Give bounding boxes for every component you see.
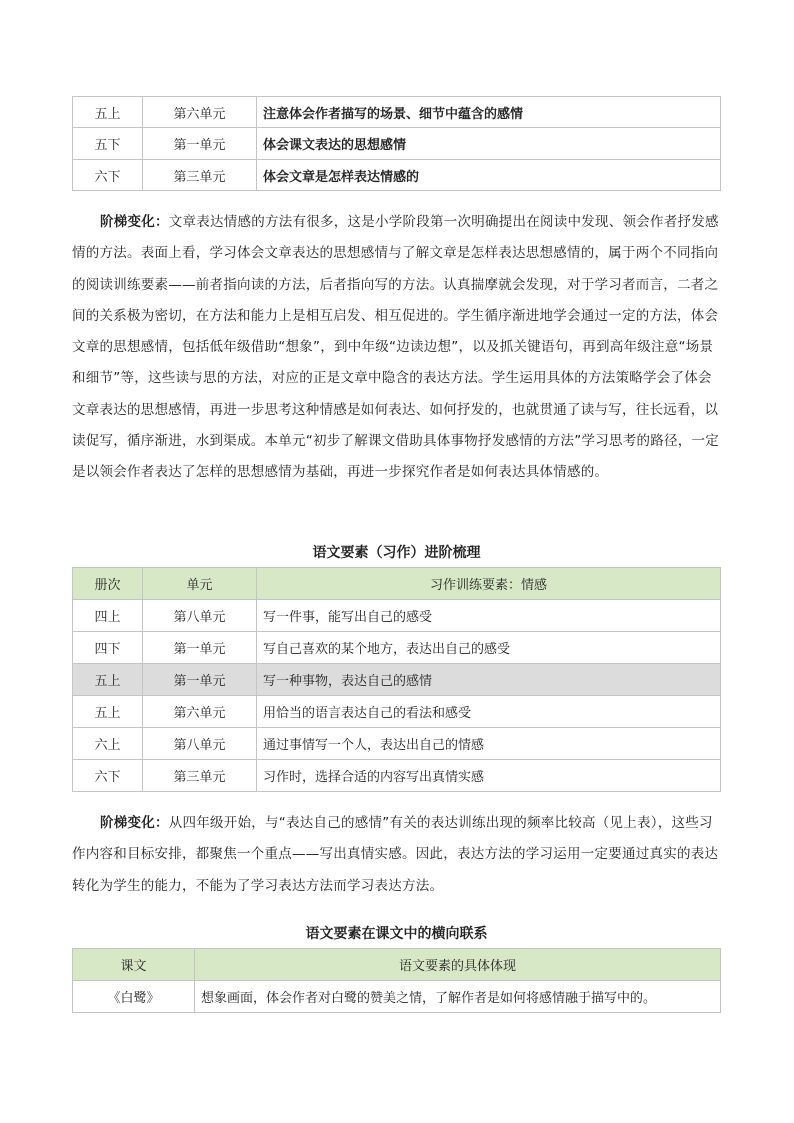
analysis-paragraph xyxy=(72,207,721,489)
unit-cell: 第三单元 xyxy=(143,760,257,792)
header-content: 语文要素的具体体现 xyxy=(195,949,721,981)
content-cell: 体会文章是怎样表达情感的 xyxy=(257,160,721,191)
table-row xyxy=(73,696,721,728)
content-cell: 想象画面，体会作者对白鹭的赞美之情，了解作者是如何将感情融于描写中的。 xyxy=(195,981,721,1013)
unit-cell: 第八单元 xyxy=(143,600,257,632)
lesson-connection-table xyxy=(72,948,721,1013)
table-row xyxy=(73,600,721,632)
table-header-row xyxy=(73,568,721,600)
header-grade: 册次 xyxy=(73,568,143,600)
grade-cell: 六下 xyxy=(73,160,143,191)
table-row xyxy=(73,160,721,191)
header-lesson: 课文 xyxy=(73,949,195,981)
lesson-cell: 《白鹭》 xyxy=(73,981,195,1013)
table-row xyxy=(73,128,721,160)
grade-cell: 五上 xyxy=(73,664,143,696)
content-cell: 注意体会作者描写的场景、细节中蕴含的感情 xyxy=(257,97,721,128)
section-title: 语文要素（习作）进阶梳理 xyxy=(312,545,481,561)
unit-cell: 第六单元 xyxy=(143,97,257,128)
paragraph-text: 从四年级开始，与“表达自己的感情”有关的表达训练出现的频率比较高（见上表），这些习作内容和目标安排，都聚焦一个重点——写出真情实感。因此，表达方法的学习运用一定要通过真实的表达转化为学生的能力，不能为了学习表达方法而学习表达方法。 xyxy=(72,815,719,894)
reading-elements-table xyxy=(72,96,721,191)
grade-cell: 五下 xyxy=(73,128,143,160)
grade-cell: 五上 xyxy=(73,97,143,128)
grade-cell: 五上 xyxy=(73,696,143,728)
header-content: 习作训练要素：情感 xyxy=(257,568,721,600)
unit-cell: 第一单元 xyxy=(143,632,257,664)
content-cell: 写自己喜欢的某个地方，表达出自己的感受 xyxy=(257,632,721,664)
grade-cell: 六下 xyxy=(73,760,143,792)
table-row xyxy=(73,632,721,664)
table-row xyxy=(73,97,721,128)
analysis-paragraph xyxy=(72,808,721,902)
grade-cell: 四上 xyxy=(73,600,143,632)
content-cell: 写一种事物，表达自己的感情 xyxy=(257,664,721,696)
writing-elements-table xyxy=(72,567,721,792)
content-cell: 通过事情写一个人，表达出自己的情感 xyxy=(257,728,721,760)
unit-cell: 第一单元 xyxy=(143,128,257,160)
section-title: 语文要素在课文中的横向联系 xyxy=(305,926,488,942)
table-header-row xyxy=(73,949,721,981)
table-row xyxy=(73,760,721,792)
unit-cell: 第三单元 xyxy=(143,160,257,191)
paragraph-text: 文章表达情感的方法有很多，这是小学阶段第一次明确提出在阅读中发现、领会作者抒发感情的方法。表面上看，学习体会文章表达的思想感情与了解文章是怎样表达思想感情的，属于两个不同指向的阅读训练要素——前者指向读的方法，后者指向写的方法。认真揣摩就会发现，对于学习者而言，二者之间的关系极为密切，在方法和能力上是相互启发、相互促进的。学生循序渐进地学会通过一定的方法，体会文章的思想感情，包括低年级借助“想象”，到中年级“边读边想”，以及抓关键语句，再到高年级注意“场景和细节”等，这些读与思的方法，对应的正是文章中隐含的表达方法。学生运用具体的方法策略学会了体会文章表达的思想感情，再进一步思考这种情感是如何表达、如何抒发的，也就贯通了读与写，往长远看，以读促写，循序渐进，水到渠成。本单元“初步了解课文借助具体事物抒发感情的方法”学习思考的路径，一定是以领会作者表达了怎样的思想感情为基础，再进一步探究作者是如何表达具体情感的。 xyxy=(72,214,719,481)
content-cell: 体会课文表达的思想感情 xyxy=(257,128,721,160)
paragraph-lead: 阶梯变化： xyxy=(100,214,169,230)
grade-cell: 六上 xyxy=(73,728,143,760)
header-unit: 单元 xyxy=(143,568,257,600)
unit-cell: 第八单元 xyxy=(143,728,257,760)
table-row-highlighted xyxy=(73,664,721,696)
content-cell: 用恰当的语言表达自己的看法和感受 xyxy=(257,696,721,728)
unit-cell: 第六单元 xyxy=(143,696,257,728)
content-cell: 写一件事，能写出自己的感受 xyxy=(257,600,721,632)
content-cell: 习作时，选择合适的内容写出真情实感 xyxy=(257,760,721,792)
table-row xyxy=(73,728,721,760)
grade-cell: 四下 xyxy=(73,632,143,664)
unit-cell: 第一单元 xyxy=(143,664,257,696)
paragraph-lead: 阶梯变化： xyxy=(100,815,169,831)
table-row xyxy=(73,981,721,1013)
